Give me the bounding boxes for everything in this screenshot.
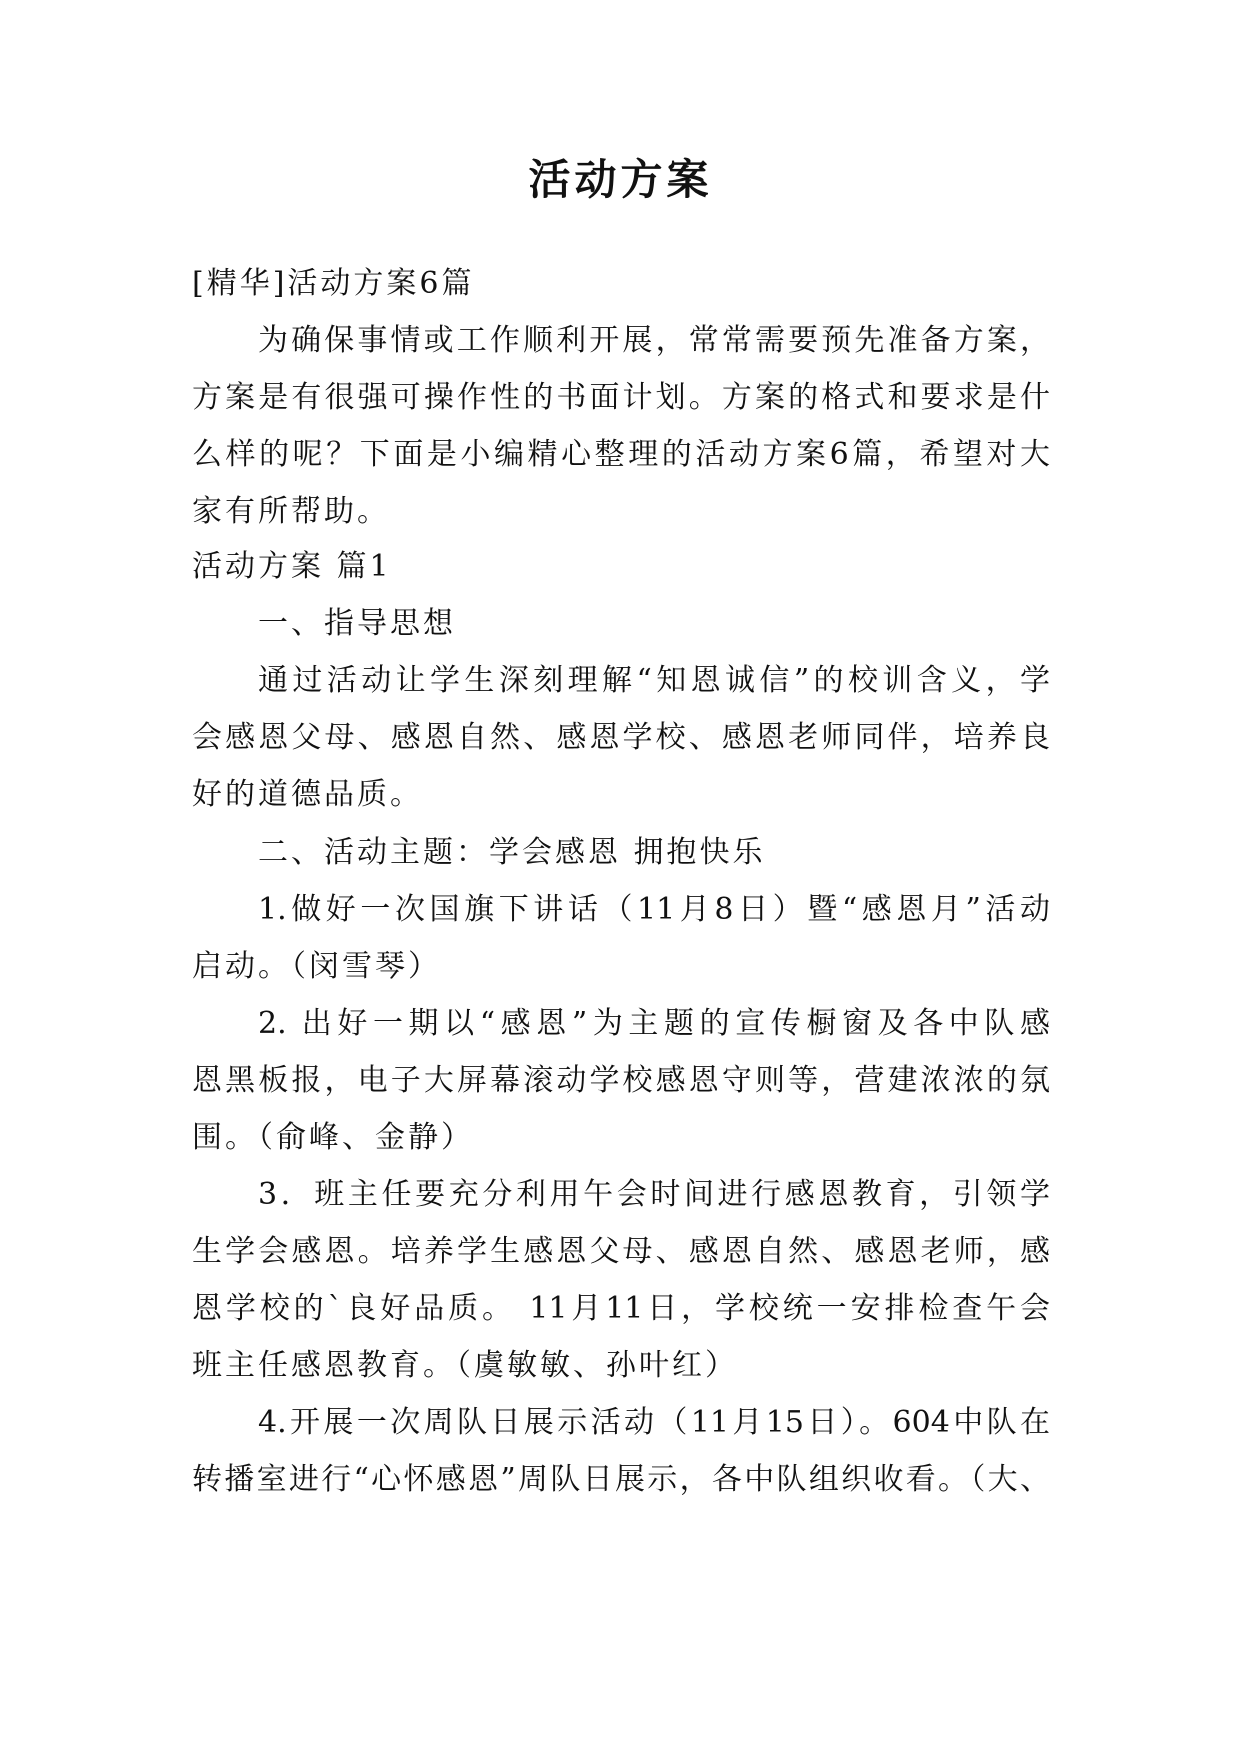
document-title: 活动方案 [528, 155, 713, 204]
item-1-line-1: 1.做好一次国旗下讲话（11月8日）暨“感恩月”活动 [258, 892, 1050, 927]
guiding-thought-heading: 一、指导思想 [258, 606, 456, 641]
intro-line-2: 方案是有很强可操作性的书面计划。方案的格式和要求是什 [192, 380, 1050, 415]
theme-heading: 二、活动主题：学会感恩 拥抱快乐 [258, 835, 766, 870]
intro-line-4: 家有所帮助。 [192, 494, 390, 529]
item-4-line-2: 转播室进行“心怀感恩”周队日展示，各中队组织收看。（大、 [192, 1462, 1050, 1497]
section-heading: 活动方案 篇1 [192, 549, 392, 584]
intro-line-1: 为确保事情或工作顺利开展，常常需要预先准备方案， [258, 323, 1050, 358]
item-2-line-1: 2. 出好一期以“感恩”为主题的宣传橱窗及各中队感 [258, 1006, 1050, 1041]
item-2-line-3: 围。（俞峰、金静） [192, 1120, 474, 1155]
guiding-line-2: 会感恩父母、感恩自然、感恩学校、感恩老师同伴，培养良 [192, 720, 1050, 755]
item-4-line-1: 4.开展一次周队日展示活动（11月15日）。604中队在 [258, 1405, 1050, 1440]
guiding-line-3: 好的道德品质。 [192, 777, 423, 812]
intro-line-3: 么样的呢？下面是小编精心整理的活动方案6篇，希望对大 [192, 437, 1050, 472]
item-1-line-2: 启动。（闵雪琴） [192, 949, 441, 984]
item-2-line-2: 恩黑板报，电子大屏幕滚动学校感恩守则等，营建浓浓的氛 [192, 1063, 1050, 1098]
subtitle-line: [精华]活动方案6篇 [192, 266, 475, 301]
guiding-line-1: 通过活动让学生深刻理解“知恩诚信”的校训含义，学 [258, 663, 1050, 698]
item-3-line-1: 3．班主任要充分利用午会时间进行感恩教育，引领学 [258, 1177, 1050, 1212]
item-3-line-4: 班主任感恩教育。（虞敏敏、孙叶红） [192, 1348, 738, 1383]
item-3-line-2: 生学会感恩。培养学生感恩父母、感恩自然、感恩老师，感 [192, 1234, 1050, 1269]
item-3-line-3: 恩学校的`良好品质。 11月11日，学校统一安排检查午会 [192, 1291, 1050, 1326]
